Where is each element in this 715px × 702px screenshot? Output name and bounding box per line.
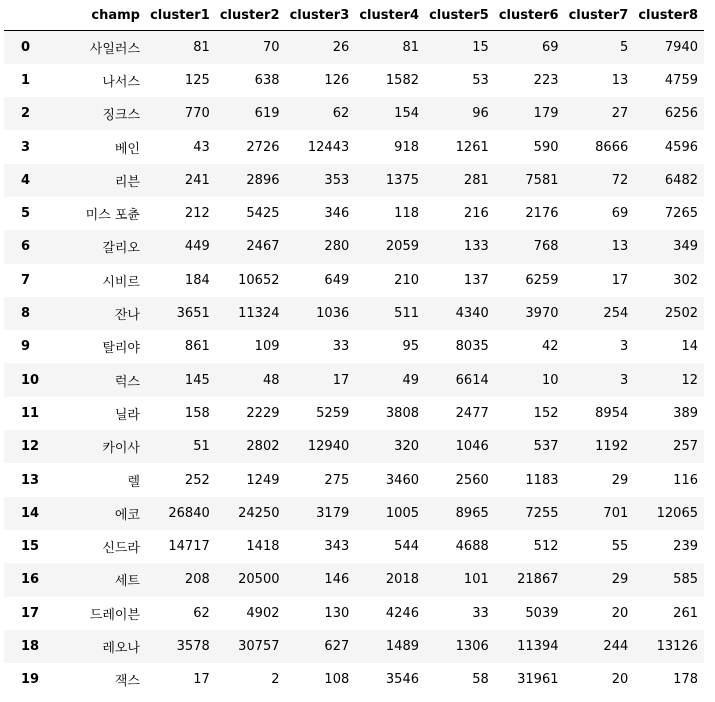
cluster-cell: 126 xyxy=(324,72,350,88)
cluster-cell: 241 xyxy=(184,172,210,188)
champ-cell: 나서스 xyxy=(102,74,140,90)
cluster-cell: 58 xyxy=(472,672,489,688)
cluster-cell: 2059 xyxy=(385,239,419,255)
column-header: cluster7 xyxy=(565,0,635,31)
table-row xyxy=(4,230,704,263)
column-header: cluster3 xyxy=(286,0,356,31)
table-row xyxy=(4,164,704,197)
cluster-cell: 1046 xyxy=(455,439,489,455)
champ-cell: 시비르 xyxy=(102,274,140,290)
cluster-cell: 638 xyxy=(254,72,280,88)
cluster-cell: 13126 xyxy=(656,638,698,654)
table-row xyxy=(4,130,704,163)
cluster-cell: 2896 xyxy=(246,172,280,188)
cluster-cell: 43 xyxy=(193,139,210,155)
cluster-cell: 2467 xyxy=(246,239,280,255)
cluster-cell: 10 xyxy=(541,372,559,388)
cluster-cell: 1192 xyxy=(595,439,629,455)
cluster-cell: 137 xyxy=(463,272,489,288)
row-index: 1 xyxy=(21,72,31,88)
cluster-cell: 254 xyxy=(603,306,629,322)
cluster-cell: 257 xyxy=(673,439,698,455)
cluster-cell: 184 xyxy=(184,272,210,288)
cluster-cell: 511 xyxy=(394,306,419,322)
cluster-cell: 212 xyxy=(184,206,210,222)
champ-cell: 렐 xyxy=(127,474,140,490)
cluster-cell: 152 xyxy=(533,405,559,421)
table-row xyxy=(4,530,704,563)
cluster-cell: 6259 xyxy=(525,272,559,288)
cluster-cell: 6482 xyxy=(664,172,698,188)
cluster-cell: 275 xyxy=(324,472,350,488)
row-index: 10 xyxy=(21,372,40,388)
cluster-cell: 146 xyxy=(324,572,350,588)
cluster-cell: 4688 xyxy=(455,539,489,555)
row-index: 18 xyxy=(21,638,40,654)
cluster-cell: 1249 xyxy=(246,472,280,488)
cluster-cell: 62 xyxy=(193,605,210,621)
cluster-cell: 1306 xyxy=(455,638,489,654)
cluster-cell: 2176 xyxy=(525,206,559,222)
cluster-cell: 17 xyxy=(193,672,210,688)
cluster-cell: 20500 xyxy=(238,572,280,588)
cluster-cell: 12940 xyxy=(307,439,350,455)
cluster-cell: 512 xyxy=(533,539,559,555)
cluster-cell: 12443 xyxy=(307,139,350,155)
cluster-cell: 4340 xyxy=(455,306,489,322)
cluster-cell: 72 xyxy=(611,172,629,188)
champ-cell: 베인 xyxy=(114,141,140,157)
cluster-cell: 14 xyxy=(681,339,698,355)
table-row xyxy=(4,330,704,363)
cluster-cell: 27 xyxy=(611,106,629,122)
cluster-cell: 585 xyxy=(673,572,698,588)
cluster-cell: 537 xyxy=(533,439,559,455)
index-header xyxy=(4,0,70,31)
champ-cell: 미스 포츈 xyxy=(85,208,140,224)
cluster-cell: 770 xyxy=(184,106,210,122)
champ-cell: 닐라 xyxy=(114,407,140,423)
cluster-cell: 1261 xyxy=(455,139,489,155)
champ-cell: 럭스 xyxy=(114,374,140,390)
cluster-cell: 8035 xyxy=(455,339,489,355)
table-row xyxy=(4,630,704,663)
row-index: 2 xyxy=(21,106,31,122)
cluster-cell: 21867 xyxy=(517,572,559,588)
cluster-cell: 24250 xyxy=(238,505,280,521)
cluster-cell: 33 xyxy=(472,605,489,621)
cluster-cell: 7940 xyxy=(664,39,698,55)
table-row xyxy=(4,397,704,430)
cluster-cell: 3546 xyxy=(385,672,419,688)
champ-cell: 에코 xyxy=(114,507,140,523)
champ-cell: 갈리오 xyxy=(102,241,140,257)
cluster-cell: 6256 xyxy=(664,106,698,122)
table-row xyxy=(4,497,704,530)
cluster-cell: 2229 xyxy=(246,405,280,421)
cluster-cell: 649 xyxy=(324,272,350,288)
header-row xyxy=(4,0,704,31)
champ-cell: 잔나 xyxy=(114,308,140,324)
table-body xyxy=(4,31,704,697)
cluster-cell: 1036 xyxy=(316,306,350,322)
cluster-cell: 17 xyxy=(611,272,629,288)
row-index: 19 xyxy=(21,672,40,688)
cluster-cell: 101 xyxy=(463,572,489,588)
cluster-cell: 62 xyxy=(332,106,350,122)
cluster-cell: 252 xyxy=(184,472,210,488)
column-header: champ xyxy=(70,0,146,31)
cluster-cell: 133 xyxy=(463,239,489,255)
cluster-cell: 178 xyxy=(673,672,698,688)
column-header: cluster8 xyxy=(634,0,704,31)
cluster-cell: 4902 xyxy=(246,605,280,621)
table-row xyxy=(4,363,704,396)
row-index: 7 xyxy=(21,272,31,288)
cluster-cell: 130 xyxy=(324,605,350,621)
row-index: 5 xyxy=(21,206,31,222)
champ-cell: 레오나 xyxy=(102,640,140,656)
cluster-cell: 81 xyxy=(402,39,419,55)
cluster-cell: 3808 xyxy=(385,405,419,421)
cluster-cell: 627 xyxy=(324,638,350,654)
cluster-cell: 281 xyxy=(463,172,489,188)
cluster-cell: 7265 xyxy=(664,206,698,222)
cluster-cell: 2802 xyxy=(246,439,280,455)
cluster-cell: 26 xyxy=(332,39,350,55)
column-header: cluster6 xyxy=(495,0,565,31)
column-header: cluster4 xyxy=(355,0,425,31)
cluster-cell: 96 xyxy=(472,106,489,122)
cluster-cell: 158 xyxy=(184,405,210,421)
cluster-cell: 5259 xyxy=(316,405,350,421)
cluster-cell: 125 xyxy=(184,72,210,88)
cluster-cell: 3578 xyxy=(176,638,210,654)
champ-cell: 잭스 xyxy=(114,674,140,690)
table-row xyxy=(4,430,704,463)
cluster-cell: 8965 xyxy=(455,505,489,521)
table-row xyxy=(4,264,704,297)
cluster-cell: 11394 xyxy=(517,638,559,654)
cluster-cell: 13 xyxy=(611,72,629,88)
cluster-cell: 349 xyxy=(673,239,698,255)
cluster-cell: 5425 xyxy=(246,206,280,222)
cluster-cell: 29 xyxy=(611,472,629,488)
cluster-cell: 1005 xyxy=(385,505,419,521)
table-row xyxy=(4,97,704,130)
cluster-cell: 69 xyxy=(611,206,629,222)
cluster-cell: 53 xyxy=(472,72,489,88)
cluster-cell: 590 xyxy=(533,139,559,155)
cluster-cell: 108 xyxy=(324,672,350,688)
cluster-cell: 14717 xyxy=(168,539,210,555)
table-row xyxy=(4,597,704,630)
cluster-cell: 1582 xyxy=(385,72,419,88)
cluster-cell: 343 xyxy=(324,539,350,555)
cluster-cell: 3 xyxy=(619,372,629,388)
cluster-cell: 701 xyxy=(603,505,629,521)
table-header xyxy=(4,0,704,31)
cluster-cell: 11324 xyxy=(238,306,280,322)
cluster-cell: 619 xyxy=(254,106,280,122)
row-index: 17 xyxy=(21,605,40,621)
row-index: 12 xyxy=(21,439,40,455)
cluster-cell: 7581 xyxy=(525,172,559,188)
champ-cell: 카이사 xyxy=(102,441,140,457)
cluster-cell: 12 xyxy=(681,372,698,388)
cluster-cell: 210 xyxy=(394,272,419,288)
cluster-cell: 216 xyxy=(463,206,489,222)
cluster-cell: 10652 xyxy=(238,272,280,288)
cluster-cell: 861 xyxy=(184,339,210,355)
table-row xyxy=(4,64,704,97)
table-row xyxy=(4,663,704,696)
cluster-cell: 3 xyxy=(619,339,629,355)
table-row xyxy=(4,297,704,330)
row-index: 8 xyxy=(21,306,31,322)
cluster-cell: 544 xyxy=(394,539,419,555)
cluster-cell: 4246 xyxy=(385,605,419,621)
row-index: 4 xyxy=(21,172,31,188)
champ-cell: 세트 xyxy=(114,574,140,590)
cluster-cell: 2560 xyxy=(455,472,489,488)
cluster-cell: 389 xyxy=(673,405,698,421)
cluster-cell: 69 xyxy=(541,39,559,55)
cluster-cell: 33 xyxy=(332,339,350,355)
cluster-cell: 346 xyxy=(324,206,350,222)
cluster-cell: 320 xyxy=(394,439,419,455)
row-index: 15 xyxy=(21,539,40,555)
table-row xyxy=(4,463,704,496)
cluster-cell: 95 xyxy=(402,339,419,355)
cluster-cell: 4596 xyxy=(664,139,698,155)
cluster-cell: 15 xyxy=(472,39,489,55)
cluster-cell: 353 xyxy=(324,172,350,188)
cluster-cell: 7255 xyxy=(525,505,559,521)
cluster-cell: 1418 xyxy=(246,539,280,555)
cluster-cell: 20 xyxy=(611,605,629,621)
champ-cell: 리븐 xyxy=(114,174,140,190)
cluster-cell: 12065 xyxy=(656,505,698,521)
column-header: cluster2 xyxy=(216,0,286,31)
cluster-cell: 244 xyxy=(603,638,629,654)
cluster-cell: 8666 xyxy=(595,139,629,155)
row-index: 13 xyxy=(21,472,40,488)
cluster-cell: 1375 xyxy=(385,172,419,188)
row-index: 14 xyxy=(21,505,40,521)
cluster-cell: 1183 xyxy=(525,472,559,488)
cluster-cell: 17 xyxy=(332,372,350,388)
cluster-cell: 449 xyxy=(184,239,210,255)
cluster-cell: 768 xyxy=(533,239,559,255)
row-index: 6 xyxy=(21,239,31,255)
cluster-cell: 51 xyxy=(193,439,210,455)
champ-cell: 사일러스 xyxy=(89,41,140,57)
cluster-cell: 261 xyxy=(673,605,698,621)
cluster-cell: 3970 xyxy=(525,306,559,322)
cluster-cell: 3651 xyxy=(176,306,210,322)
cluster-cell: 302 xyxy=(673,272,698,288)
cluster-cell: 179 xyxy=(533,106,559,122)
cluster-cell: 49 xyxy=(402,372,419,388)
cluster-cell: 3460 xyxy=(385,472,419,488)
cluster-cell: 223 xyxy=(533,72,559,88)
column-header: cluster1 xyxy=(146,0,216,31)
table-row xyxy=(4,563,704,596)
cluster-cell: 5 xyxy=(619,39,629,55)
cluster-cell: 118 xyxy=(394,206,419,222)
cluster-cell: 3179 xyxy=(316,505,350,521)
table-row xyxy=(4,197,704,230)
cluster-cell: 154 xyxy=(394,106,419,122)
row-index: 3 xyxy=(21,139,31,155)
cluster-cell: 26840 xyxy=(168,505,210,521)
cluster-cell: 2502 xyxy=(664,306,698,322)
champ-cell: 탈리야 xyxy=(102,341,140,357)
cluster-cell: 208 xyxy=(184,572,210,588)
row-index: 0 xyxy=(21,39,31,55)
cluster-cell: 29 xyxy=(611,572,629,588)
row-index: 16 xyxy=(21,572,40,588)
cluster-cell: 8954 xyxy=(595,405,629,421)
cluster-cell: 20 xyxy=(611,672,629,688)
cluster-cell: 2726 xyxy=(246,139,280,155)
dataframe-table xyxy=(4,0,704,696)
cluster-cell: 70 xyxy=(262,39,280,55)
cluster-cell: 42 xyxy=(541,339,559,355)
cluster-cell: 109 xyxy=(254,339,280,355)
cluster-cell: 4759 xyxy=(664,72,698,88)
cluster-cell: 2477 xyxy=(455,405,489,421)
cluster-cell: 116 xyxy=(673,472,698,488)
column-header: cluster5 xyxy=(425,0,495,31)
cluster-cell: 2018 xyxy=(385,572,419,588)
cluster-cell: 30757 xyxy=(238,638,280,654)
cluster-cell: 1489 xyxy=(385,638,419,654)
cluster-cell: 81 xyxy=(193,39,210,55)
table-row xyxy=(4,31,704,64)
cluster-cell: 280 xyxy=(324,239,350,255)
cluster-cell: 48 xyxy=(262,372,280,388)
cluster-cell: 918 xyxy=(394,139,419,155)
cluster-cell: 145 xyxy=(184,372,210,388)
row-index: 11 xyxy=(21,405,40,421)
cluster-cell: 31961 xyxy=(517,672,559,688)
champ-cell: 징크스 xyxy=(102,108,140,124)
cluster-cell: 55 xyxy=(611,539,629,555)
cluster-cell: 13 xyxy=(611,239,629,255)
cluster-cell: 2 xyxy=(271,672,280,688)
champ-cell: 드레이븐 xyxy=(89,607,140,623)
row-index: 9 xyxy=(21,339,31,355)
cluster-cell: 5039 xyxy=(525,605,559,621)
champ-cell: 신드라 xyxy=(102,541,140,557)
cluster-cell: 6614 xyxy=(455,372,489,388)
cluster-cell: 239 xyxy=(673,539,698,555)
